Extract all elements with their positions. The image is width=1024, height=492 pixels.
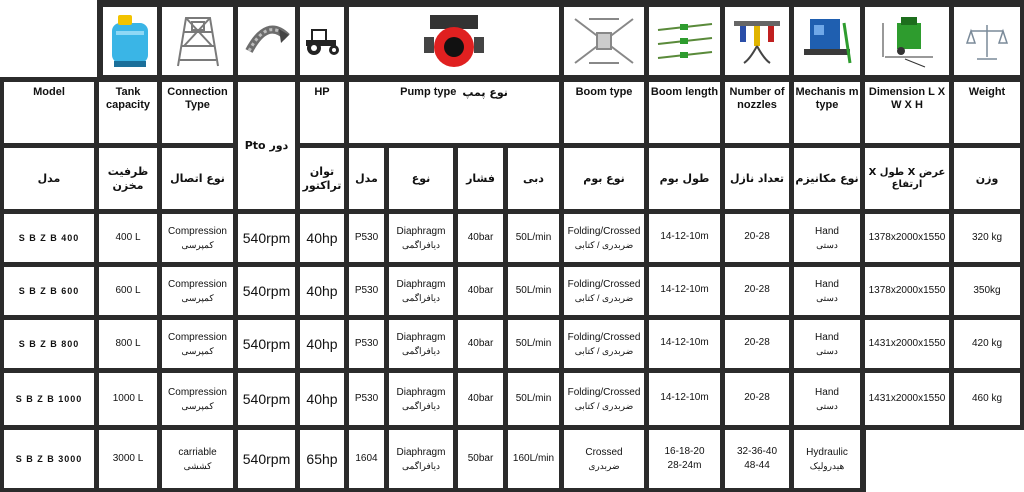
cell-dimension: 1431x2000x1550 xyxy=(865,320,949,368)
cell-pump-kind-fa: دیافراگمی xyxy=(401,345,440,356)
header-fa-dimension: عرض X طول X ارتفاع xyxy=(865,148,949,209)
header-tank: Tank capacity xyxy=(99,82,157,143)
cell-pto: 540rpm xyxy=(238,430,295,488)
cell-connection-en: Compression xyxy=(168,386,227,398)
cell-pump-kind-fa: دیافراگمی xyxy=(401,292,440,303)
cell-model: S B Z B 600 xyxy=(4,267,94,315)
cell-dimension: 1378x2000x1550 xyxy=(865,214,949,262)
cell-nozzles xyxy=(725,430,789,488)
cell-connection-fa: کمپرسی xyxy=(181,345,214,356)
header-fa-hp: توان تراکتور xyxy=(300,148,344,209)
cell-pressure: 40bar xyxy=(458,373,503,425)
cell-mechanism-en: Hand xyxy=(815,331,839,343)
header-hp: HP xyxy=(300,82,344,143)
header-model: Model xyxy=(4,82,94,143)
header-fa-boom-type: نوع بوم xyxy=(564,148,644,209)
header-weight: Weight xyxy=(954,82,1020,143)
cell-nozzles-2: 48-44 xyxy=(744,460,770,471)
icon-cell-nozzles xyxy=(725,7,789,75)
header-boom-length: Boom length xyxy=(649,82,720,143)
cell-weight: 350kg xyxy=(954,267,1020,315)
cell-boom-type xyxy=(564,267,644,315)
cell-nozzles xyxy=(725,320,789,368)
cell-pump-model: 1604 xyxy=(349,430,384,488)
cell-model: S B Z B 1000 xyxy=(4,373,94,425)
cell-dimension: 1378x2000x1550 xyxy=(865,267,949,315)
corner-blank-top-left xyxy=(0,0,97,77)
cell-pump-kind-fa: دیافراگمی xyxy=(401,400,440,411)
icon-cell-hp xyxy=(300,7,344,75)
cell-boom-type-en: Crossed xyxy=(585,446,623,458)
cell-mechanism-en: Hydraulic xyxy=(806,446,848,458)
cell-pressure: 40bar xyxy=(458,214,503,262)
cell-pump-kind xyxy=(389,430,453,488)
cell-tank: 3000 L xyxy=(99,430,157,488)
header-fa-weight: وزن xyxy=(954,148,1020,209)
cell-tank: 800 L xyxy=(99,320,157,368)
header-dimension: Dimension L X W X H xyxy=(865,82,949,143)
cell-boom-length xyxy=(649,373,720,425)
cell-boom-length-1: 14-12-10m xyxy=(660,231,709,242)
cell-mechanism xyxy=(794,320,860,368)
cell-mechanism-en: Hand xyxy=(815,386,839,398)
cell-mechanism-en: Hand xyxy=(815,278,839,290)
cell-flow: 50L/min xyxy=(508,214,559,262)
cell-pto: 540rpm xyxy=(238,267,295,315)
cell-tank: 1000 L xyxy=(99,373,157,425)
cell-mechanism-fa: هیدرولیک xyxy=(809,460,845,471)
header-fa-model: مدل xyxy=(4,148,94,209)
cell-boom-type-fa: ضربدری / کتابی xyxy=(574,239,634,250)
cell-hp: 40hp xyxy=(300,214,344,262)
cell-pressure: 40bar xyxy=(458,267,503,315)
sprayer-mechanism-icon xyxy=(800,13,854,69)
cell-boom-type xyxy=(564,430,644,488)
water-tank-icon xyxy=(108,13,152,69)
icon-cell-boom-length xyxy=(649,7,720,75)
icon-cell-dimension xyxy=(865,7,949,75)
folding-boom-icon xyxy=(569,13,639,69)
cell-mechanism xyxy=(794,373,860,425)
cell-pump-kind-fa: دیافراگمی xyxy=(401,239,440,250)
cell-nozzles-1: 20-28 xyxy=(744,337,770,348)
header-boom-type: Boom type xyxy=(564,82,644,143)
cell-nozzles-1: 32-36-40 xyxy=(736,446,778,457)
cell-connection-fa: کششی xyxy=(183,460,212,471)
header-fa-tank: ظرفیت مخزن xyxy=(99,148,157,209)
cell-boom-type-fa: ضربدری / کتابی xyxy=(574,400,634,411)
cell-dimension: 1431x2000x1550 xyxy=(865,373,949,425)
header-mechanism: Mechanis m type xyxy=(794,82,860,143)
cell-mechanism xyxy=(794,214,860,262)
cell-boom-length xyxy=(649,430,720,488)
cell-mechanism-fa: دستی xyxy=(816,345,838,356)
cell-weight: 460 kg xyxy=(954,373,1020,425)
cell-boom-length xyxy=(649,214,720,262)
cell-mechanism-fa: دستی xyxy=(816,400,838,411)
cell-nozzles xyxy=(725,214,789,262)
cell-pump-kind xyxy=(389,214,453,262)
header-nozzles: Number of nozzles xyxy=(725,82,789,143)
header-fa-flow: دبی xyxy=(508,148,559,209)
cell-boom-length-2: 28-24m xyxy=(667,460,702,471)
cell-boom-type xyxy=(564,373,644,425)
cell-hp: 65hp xyxy=(300,430,344,488)
balance-scale-icon xyxy=(965,21,1009,61)
cell-boom-type-en: Folding/Crossed xyxy=(567,225,641,237)
cell-pump-kind-en: Diaphragm xyxy=(396,446,446,458)
cell-connection xyxy=(162,373,233,425)
diaphragm-pump-icon xyxy=(422,11,486,71)
hitch-frame-icon xyxy=(170,12,226,70)
cell-boom-type-fa: ضربدری xyxy=(588,460,620,471)
cell-mechanism xyxy=(794,267,860,315)
cell-pump-model: P530 xyxy=(349,214,384,262)
cell-flow: 50L/min xyxy=(508,373,559,425)
header-fa-pump-model: مدل xyxy=(349,148,384,209)
icon-cell-mechanism xyxy=(794,7,860,75)
cell-boom-type xyxy=(564,320,644,368)
cell-mechanism-fa: دستی xyxy=(816,292,838,303)
header-fa-connection: نوع اتصال xyxy=(162,148,233,209)
header-fa-pressure: فشار xyxy=(458,148,503,209)
cell-pto: 540rpm xyxy=(238,373,295,425)
cell-mechanism-fa: دستی xyxy=(816,239,838,250)
icon-cell-pump xyxy=(349,7,559,75)
cell-pressure: 50bar xyxy=(458,430,503,488)
icon-cell-tank xyxy=(103,7,157,75)
cell-tank: 400 L xyxy=(99,214,157,262)
cell-connection-fa: کمپرسی xyxy=(181,400,214,411)
cell-boom-length-1: 14-12-10m xyxy=(660,284,709,295)
cell-model: S B Z B 3000 xyxy=(4,430,94,488)
header-pump-fa: نوع پمپ xyxy=(462,86,508,99)
header-fa-mechanism: نوع مکانیزم xyxy=(794,148,860,209)
icon-cell-pto xyxy=(238,7,295,75)
cell-pump-kind-en: Diaphragm xyxy=(396,225,446,237)
cell-hp: 40hp xyxy=(300,267,344,315)
cell-connection xyxy=(162,267,233,315)
cell-nozzles xyxy=(725,267,789,315)
cell-pto: 540rpm xyxy=(238,214,295,262)
cell-boom-type xyxy=(564,214,644,262)
cell-boom-length-1: 16-18-20 xyxy=(664,446,705,457)
cell-pump-kind xyxy=(389,373,453,425)
cell-pump-kind-fa: دیافراگمی xyxy=(401,460,440,471)
cell-nozzles-1: 20-28 xyxy=(744,231,770,242)
header-fa-pump-kind: نوع xyxy=(389,148,453,209)
header-pump xyxy=(349,82,559,143)
cell-connection-en: Compression xyxy=(168,225,227,237)
cell-weight: 320 kg xyxy=(954,214,1020,262)
cell-pto: 540rpm xyxy=(238,320,295,368)
cell-pump-kind-en: Diaphragm xyxy=(396,386,446,398)
cell-connection-en: Compression xyxy=(168,331,227,343)
cell-pump-model: P530 xyxy=(349,320,384,368)
cell-boom-type-fa: ضربدری / کتابی xyxy=(574,292,634,303)
cell-flow: 50L/min xyxy=(508,267,559,315)
cell-boom-type-en: Folding/Crossed xyxy=(567,386,641,398)
icon-cell-weight xyxy=(954,7,1020,75)
header-fa-nozzles: تعداد نازل xyxy=(725,148,789,209)
header-pump-en: Pump type xyxy=(400,86,457,98)
header-connection: Connection Type xyxy=(162,82,233,143)
cell-pump-kind-en: Diaphragm xyxy=(396,278,446,290)
cell-pump-kind xyxy=(389,267,453,315)
cell-weight: 420 kg xyxy=(954,320,1020,368)
cell-boom-length-1: 14-12-10m xyxy=(660,337,709,348)
cell-connection-en: Compression xyxy=(168,278,227,290)
cell-model: S B Z B 800 xyxy=(4,320,94,368)
cell-pump-kind xyxy=(389,320,453,368)
boom-arm-icon xyxy=(654,16,716,66)
cell-mechanism-en: Hand xyxy=(815,225,839,237)
cell-boom-type-en: Folding/Crossed xyxy=(567,278,641,290)
header-fa-boom-length: طول بوم xyxy=(649,148,720,209)
corner-blank-bottom-right xyxy=(866,430,1024,492)
pto-shaft-icon xyxy=(243,21,291,61)
sprayer-dimension-icon xyxy=(875,13,939,69)
cell-connection xyxy=(162,320,233,368)
cell-pump-model: P530 xyxy=(349,267,384,315)
cell-flow: 160L/min xyxy=(508,430,559,488)
cell-flow: 50L/min xyxy=(508,320,559,368)
cell-connection xyxy=(162,430,233,488)
cell-hp: 40hp xyxy=(300,320,344,368)
cell-nozzles-1: 20-28 xyxy=(744,284,770,295)
cell-connection-fa: کمپرسی xyxy=(181,239,214,250)
nozzle-icon xyxy=(730,15,784,67)
cell-pressure: 40bar xyxy=(458,320,503,368)
header-pto: دور Pto xyxy=(238,82,295,209)
cell-pump-kind-en: Diaphragm xyxy=(396,331,446,343)
cell-connection xyxy=(162,214,233,262)
cell-boom-length-1: 14-12-10m xyxy=(660,392,709,403)
cell-boom-length xyxy=(649,320,720,368)
cell-boom-type-en: Folding/Crossed xyxy=(567,331,641,343)
cell-model: S B Z B 400 xyxy=(4,214,94,262)
cell-tank: 600 L xyxy=(99,267,157,315)
cell-boom-length xyxy=(649,267,720,315)
cell-nozzles-1: 20-28 xyxy=(744,392,770,403)
icon-cell-boom-type xyxy=(564,7,644,75)
icon-cell-connection xyxy=(162,7,233,75)
cell-nozzles xyxy=(725,373,789,425)
cell-connection-en: carriable xyxy=(178,446,217,458)
cell-pump-model: P530 xyxy=(349,373,384,425)
cell-hp: 40hp xyxy=(300,373,344,425)
cell-connection-fa: کمپرسی xyxy=(181,292,214,303)
cell-boom-type-fa: ضربدری / کتابی xyxy=(574,345,634,356)
cell-mechanism xyxy=(794,430,860,488)
tractor-icon xyxy=(302,26,342,56)
